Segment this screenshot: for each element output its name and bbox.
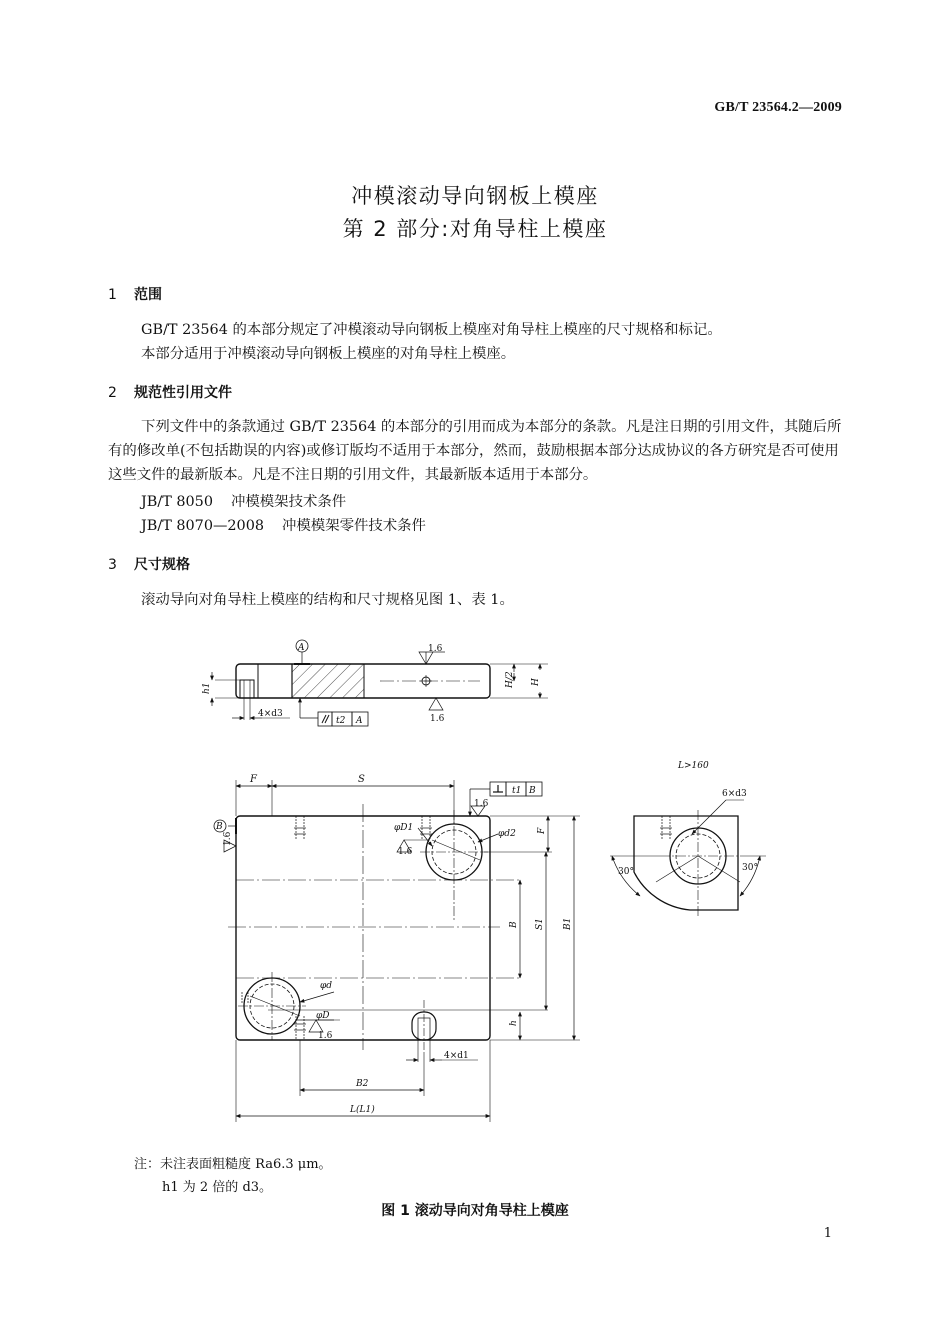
label-roughness: 1.6 [474, 799, 489, 809]
hatched-section [292, 664, 364, 698]
section-1-paragraph-1: GB/T 23564 的本部分规定了冲模滚动导向钢板上模座对角导柱上模座的尺寸规格和标记。 [141, 322, 722, 338]
label-h1: h1 [202, 682, 212, 694]
reference-title: 冲模模架零件技术条件 [282, 518, 426, 534]
label-b1: B1 [563, 917, 573, 930]
label-4xd1: 4×d1 [444, 1051, 469, 1061]
section-title: 范围 [134, 287, 162, 303]
label-detail-condition: L>160 [678, 761, 709, 771]
section-1-paragraph-2: 本部分适用于冲模滚动导向钢板上模座的对角导柱上模座。 [141, 346, 516, 362]
reference-item [141, 490, 346, 511]
label-4xd3: 4×d3 [258, 709, 283, 719]
label-f: F [250, 774, 257, 785]
label-roughness: 1.6 [318, 1031, 333, 1041]
detail-view [610, 800, 766, 916]
section-1-heading [108, 284, 162, 304]
reference-item [141, 514, 426, 535]
threaded-hole [294, 1016, 306, 1040]
label-h-half: H/2 [505, 671, 515, 688]
label-phi-d1: φD1 [394, 823, 414, 833]
label-roughness: 1.6 [428, 644, 443, 654]
reference-code: JB/T 8050 [141, 494, 213, 510]
label-phi-d2: φd2 [498, 829, 516, 839]
section-3-paragraph-1: 滚动导向对角导柱上模座的结构和尺寸规格见图 1、表 1。 [141, 592, 514, 608]
label-6xd3: 6×d3 [722, 789, 747, 799]
label-roughness: 1.6 [430, 714, 445, 724]
standard-number: GB/T 23564.2—2009 [714, 100, 842, 115]
label-b2: B2 [356, 1079, 369, 1089]
label-l-l1: L(L1) [350, 1105, 375, 1115]
label-datum-a: A [298, 643, 305, 653]
reference-code: JB/T 8070—2008 [141, 518, 265, 534]
plan-view-outline [236, 816, 490, 1040]
label-f-right: F [537, 827, 547, 834]
label-perp-tolerance: t1 [512, 786, 522, 796]
section-number: 1 [108, 287, 117, 303]
label-angle-right: 30° [742, 863, 758, 873]
side-threaded-hole [240, 680, 254, 698]
document-title: 冲模滚动导向钢板上模座 [351, 184, 599, 208]
document-subtitle: 第 2 部分:对角导柱上模座 [342, 217, 608, 241]
section-3-heading [108, 554, 190, 574]
label-h-small: h [509, 1020, 519, 1026]
section-number: 2 [108, 385, 117, 401]
threaded-hole [294, 816, 306, 840]
label-phi-d-large: φD [316, 1011, 330, 1021]
section-title: 规范性引用文件 [134, 385, 232, 401]
section-number: 3 [108, 557, 117, 573]
label-angle-left: 30° [618, 867, 634, 877]
figure-note-2: h1 为 2 倍的 d3。 [162, 1180, 273, 1195]
label-datum-b: B [216, 822, 223, 832]
label-phi-d: φd [320, 981, 333, 991]
section-title: 尺寸规格 [134, 557, 190, 573]
technical-drawing [0, 620, 950, 1140]
label-s: S [358, 774, 365, 785]
reference-title: 冲模模架技术条件 [231, 494, 347, 510]
page-number: 1 [823, 1226, 832, 1241]
label-b: B [509, 921, 519, 928]
figure-caption: 图 1 滚动导向对角导柱上模座 [381, 1203, 569, 1219]
section-2-heading [108, 382, 232, 402]
label-parallel-datum: A [356, 716, 363, 726]
label-s1: S1 [535, 918, 545, 930]
label-roughness: 1.6 [223, 831, 233, 846]
section-2-paragraph-1: 下列文件中的条款通过 GB/T 23564 的本部分的引用而成为本部分的条款。凡是注日期的引用文件，其随后所有的修改单(不包括勘误的内容)或修订版均不适用于本部分，然而，鼓励根据本部分达成协议的各方研究是否可使用这些文件的最新版本。凡是不注日期的引用文件，其最新版本适用于本部分。 [108, 419, 842, 483]
label-perp-datum: B [529, 786, 536, 796]
figure-note-1: 注：未注表面粗糙度 Ra6.3 μm。 [134, 1157, 332, 1172]
label-h: H [531, 678, 541, 686]
label-roughness: 1.6 [398, 847, 413, 857]
label-parallel-tolerance: t2 [336, 716, 346, 726]
